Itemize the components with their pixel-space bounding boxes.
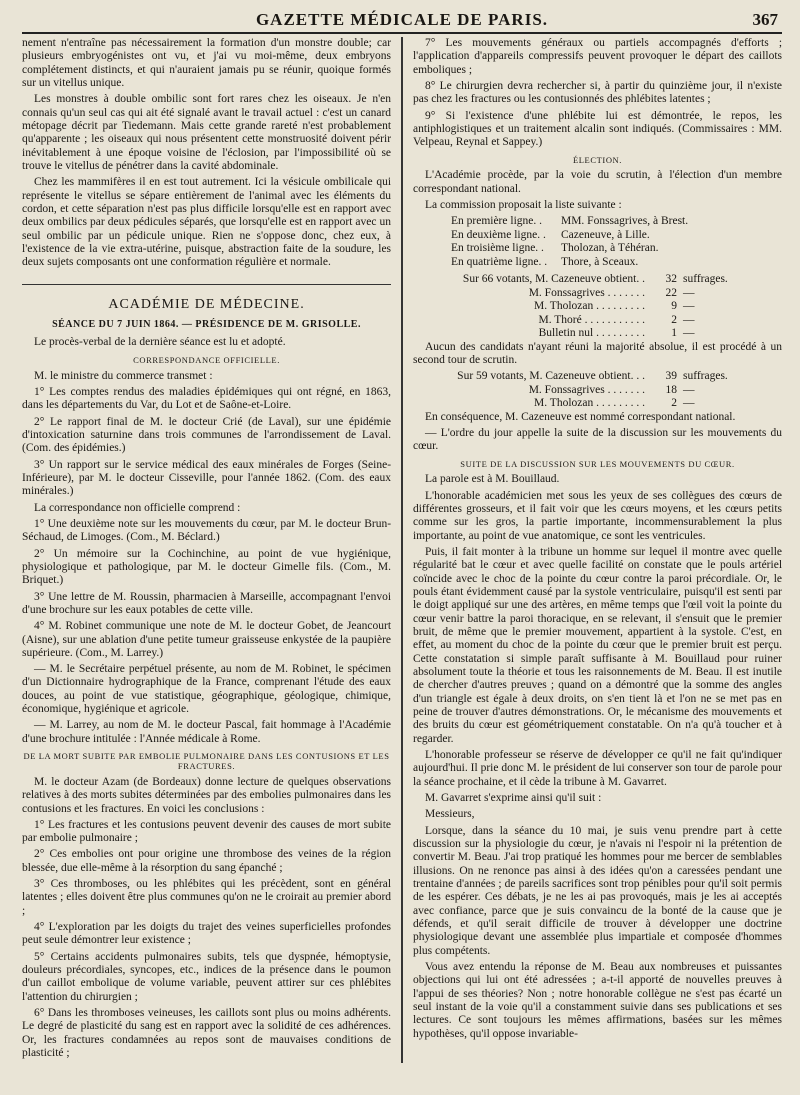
paragraph: La correspondance non officielle comprend : [34, 501, 241, 514]
page-number: 367 [752, 10, 778, 29]
subheading-embolie: DE LA MORT SUBITE PAR EMBOLIE PULMONAIRE DANS LES CONTUSIONS ET LES FRACTURES. [23, 751, 390, 771]
vote-row: M. Tholozan . . . . . . . . . 9 — [534, 300, 695, 313]
candidate-row: En première ligne. . MM. Fonssagrives, à Brest. [450, 215, 689, 228]
paragraph: L'honorable professeur se réserve de développer ce qu'il ne fait qu'indiquer aujourd'hui. Il prie donc M. le président de lui conserver son tour de parole pour la séance prochaine, et il cède la tribune à M. Gavarret. [412, 748, 783, 788]
list-item: 9° Si l'existence d'une phlébite lui est démontrée, le repos, les antiphlogistiques et un traitement alcalin sont indiqués. (Commissaires : MM. Velpeau, Reynal et Sappey.) [412, 109, 783, 149]
list-item: 4° L'exploration par les doigts du trajet des veines superficielles profondes peut seule démontrer leur existence ; [22, 921, 392, 947]
columns [22, 37, 782, 1063]
vote-row: Sur 66 votants, M. Cazeneuve obtient. . 32 suffrages. [462, 273, 728, 286]
paragraph: Lorsque, dans la séance du 10 mai, je suis venu prendre part à cette discussion sur la physiologie du cœur, je n'avais ni l'espoir ni la prétention de convertir M. Beau. J'ai trop pratiqué les hommes pour me bercer de semblables illusions. On ne renonce pas ainsi à des idées qu'on a caressées pendant une trentaine d'années ; de pareils sacrifices sont trop pénibles pour qu'il soit permis de les espérer. Ces débats, je ne les ai pas provoqués, mais je les ai acceptés avec confiance, parce que je suis convaincu de la bonté de la cause que je défends, et qu'il serait difficile de trouver à développer une doctrine physiologique devant une assemblée plus impartiale et composée d'hommes plus compétents. [412, 824, 783, 957]
list-item: 6° Dans les thromboses veineuses, les caillots sont plus ou moins adhérents. Le degré de plasticité du sang est en rapport avec la solidité de ces adhérences. Or, les fractures condamnées au repos sont de mauvaises conditions de plasticité ; [22, 1007, 392, 1060]
vote-row: M. Tholozan . . . . . . . . . 2 — [534, 397, 695, 410]
page-header [22, 10, 782, 34]
paragraph: M. le ministre du commerce transmet : [34, 369, 213, 382]
list-item: 3° Un rapport sur le service médical des eaux minérales de Forges (Seine-Inférieure), par M. le docteur Cisseville, pour l'année 1862. (Com. des eaux minérales.) [22, 458, 392, 498]
paragraph: Les monstres à double ombilic sont fort rares chez les oiseaux. Je n'en connais qu'un seul cas qui ait été signalé avant le travail actuel : c'est un canard métopage décrit par Tiedemann. Mais cette grande rareté n'est probablement qu'apparente ; les oiseaux qui nous présentent cette monstruosité doivent périr inévitablement à une époque voisine de l'éclosion, par l'impossibilité où se trouve le vitellus de pénétrer dans la cavité abdominale. [22, 93, 392, 172]
list-item: 7° Les mouvements généraux ou partiels accompagnés d'efforts ; l'application d'appareils compressifs peuvent provoquer le départ des caillots emboliques ; [412, 37, 783, 76]
paragraph: Le procès-verbal de la dernière séance est lu et adopté. [34, 336, 286, 349]
vote-row: Sur 59 votants, M. Cazeneuve obtient. . . 39 suffrages. [457, 370, 728, 383]
candidate-row: En troisième ligne. . Tholozan, à Téhéran. [450, 242, 659, 255]
paragraph: M. Gavarret s'exprime ainsi qu'il suit : [424, 791, 602, 804]
subheading-correspondence: CORRESPONDANCE OFFICIELLE. [133, 354, 280, 365]
list-item: 8° Le chirurgien devra rechercher si, à partir du quinzième jour, il n'existe pas chez les fractures ou les contusionnés des phlébites latentes ; [412, 79, 783, 106]
paragraph: Chez les mammifères il en est tout autrement. Ici la vésicule ombilicale qui représente le vitellus se sépare entièrement de l'animal avec les éléments du cordon, et cette séparation n'est pas plus difficile lorsqu'elle est en rapport avec deux ombilics par deux pédicules séparés, que lorsqu'elle est en rapport avec un seul ombilic par un pédicule unique. Rien ne s'oppose donc, chez eux, à l'existence de la vie extra-utérine, puisque, abstraction faite de la soudure, les deux sujets composants ont une conformation régulière et normale. [22, 176, 392, 269]
list-item: 2° Le rapport final de M. le docteur Crié (de Laval), sur une épidémie d'intoxication saturnine dans trois communes de l'arrondissement de Laval. (Com. des épidémies.) [22, 415, 392, 455]
journal-title: GAZETTE MÉDICALE DE PARIS. [255, 10, 549, 29]
seance-line: SÉANCE DU 7 JUIN 1864. — PRÉSIDENCE DE M. GRISOLLE. [52, 318, 361, 330]
list-item: 3° Ces thromboses, ou les phlébites qui les précèdent, sont en général latentes ; elles doivent être plus communes qu'on ne le croirait au premier abord ; [22, 878, 392, 917]
list-item: 4° M. Robinet communique une note de M. le docteur Gobet, de Jeancourt (Aisne), sur une ablation d'une petite tumeur graisseuse enkystée de la paupière supérieure. (Com., M. Larrey.) [22, 620, 392, 659]
vote-results-first [413, 273, 782, 340]
list-item: 1° Les fractures et les contusions peuvent devenir des causes de mort subite par embolie pulmonaire ; [22, 818, 392, 845]
vote-row: M. Thoré . . . . . . . . . . . 2 — [538, 313, 695, 326]
left-column [22, 37, 400, 1063]
paragraph: Vous avez entendu la réponse de M. Beau aux nombreuses et puissantes objections qui lui ont été adressées ; a-t-il apporté de nouvelles preuves à l'appui de ses théories? Non ; notre honorable collègue ne s'est pas écarté un seul instant de la voie qu'il a constamment suivie dans ses publications et ses lectures. Ce sont toujours les mêmes affirmations, basées sur les mêmes hypothèses, qu'il oppose invariable- [412, 960, 783, 1040]
candidate-list [413, 215, 782, 269]
list-item: 2° Ces embolies ont pour origine une thrombose des veines de la région blessée, due elle-même à la résorption du sang épanché ; [22, 848, 392, 874]
section-title-academy: ACADÉMIE DE MÉDECINE. [22, 284, 391, 313]
candidate-row: En quatrième ligne. . Thore, à Sceaux. [450, 255, 639, 268]
paragraph: M. le docteur Azam (de Bordeaux) donne lecture de quelques observations relatives à des morts subites déterminées par des embolies pulmonaires dans les contusions et les fractures. En voici les conclusions : [22, 775, 392, 815]
list-item: 3° Une lettre de M. Roussin, pharmacien à Marseille, accompagnant l'envoi d'une brochure sur les eaux potables de cette ville. [22, 590, 392, 616]
paragraph: Aucun des candidats n'ayant réuni la majorité absolue, il est procédé à un second tour de scrutin. [412, 340, 783, 366]
candidate-row: En deuxième ligne. . Cazeneuve, à Lille. [450, 228, 650, 241]
list-item: 1° Une deuxième note sur les mouvements du cœur, par M. le docteur Brun-Séchaud, de Limoges. (Com., M. Béclard.) [22, 517, 392, 544]
vote-results-second [413, 370, 782, 410]
paragraph: L'Académie procède, par la voie du scrutin, à l'élection d'un membre correspondant national. [412, 169, 783, 195]
list-item: 2° Un mémoire sur la Cochinchine, au point de vue hygiénique, physiologique et pathologique, par M. le docteur Gimelle fils. (Com., M. Briquet.) [22, 547, 392, 587]
paragraph: nement n'entraîne pas nécessairement la formation d'un monstre double; car plusieurs embryogénistes ont vu, et j'ai vu moi-même, deux embryons complétement distincts, et qui n'auraient jamais pu se réunir, quoique formés sur un vitellus unique. [22, 37, 392, 89]
column-divider [401, 37, 403, 1063]
paragraph: — L'ordre du jour appelle la suite de la discussion sur les mouvements du cœur. [412, 426, 783, 453]
subheading-discussion: SUITE DE LA DISCUSSION SUR LES MOUVEMENTS DU CŒUR. [460, 458, 735, 469]
vote-row: Bulletin nul . . . . . . . . . 1 — [538, 327, 695, 340]
vote-row: M. Fonssagrives . . . . . . . 18 — [528, 383, 695, 396]
list-item: — M. le Secrétaire perpétuel présente, au nom de M. Robinet, le spécimen d'un Dictionnaire hydrographique de la France, comprenant l'étude des eaux douces, au point de vue statistique, géographique, géologique, chimique, économique, hygiénique et agricole. [22, 663, 392, 716]
list-item: — M. Larrey, au nom de M. le docteur Pascal, fait hommage à l'Académie d'une brochure intitulée : l'Année médicale à Rome. [22, 719, 392, 745]
vote-row: M. Fonssagrives . . . . . . . 22 — [528, 286, 695, 299]
paragraph: Messieurs, [424, 808, 475, 821]
paragraph: La parole est à M. Bouillaud. [424, 473, 560, 486]
list-item: 1° Les comptes rendus des maladies épidémiques qui ont régné, en 1863, dans les départements du Var, du Lot et de Saône-et-Loire. [22, 385, 392, 412]
paragraph: L'honorable académicien met sous les yeux de ses collègues des cœurs de différentes grosseurs, et il fait voir que les cœurs moyens, et les cœurs petits comme sur les gros, la partie importante, incommensurablement la plus importante, au point de vue anatomique, ce sont les ventricules. [412, 489, 783, 542]
paragraph: Puis, il fait monter à la tribune un homme sur lequel il montre avec quelle régularité bat le cœur et avec quelle facilité on constate que le pouls artériel coïncide avec le choc de la pointe du cœur contre la paroi précordiale. Or, le pouls étant évidemment causé par la systole ventriculaire, puisqu'il est senti par le doigt appliqué sur une des artères, en même temps que l'œil voit la pointe du cœur venir battre la paroi thoracique, en se relevant, il s'ensuit que le premier bruit, de même que le premier mouvement, appartient à la systole. C'est, en effet, au moment du choc de la pointe du cœur que le premier bruit est perçu. Cette constatation si simple paraît suffisante à M. Bouillaud pour ruiner absolument toute la théorie et tous les raisonnements de M. Beau. Il est inutile de chercher d'autres preuves ; quand on a démontré que la somme des angles d'un triangle est égale à deux droits, on s'en tient là et l'on ne se met pas en peine de trouver d'autres démonstrations. Or, le mécanisme des mouvements et des bruits du cœur est géométriquement constatable. On n'a qu'à toucher et à regarder. [412, 546, 783, 745]
paragraph: En conséquence, M. Cazeneuve est nommé correspondant national. [424, 410, 736, 423]
right-column [404, 37, 782, 1063]
list-item: 5° Certains accidents pulmonaires subits, tels que dyspnée, hémoptysie, douleurs précordiales, syncopes, etc., indices de la présence dans le poumon d'un caillot embolique de volume variable, peuvent attirer sur ces phlébites l'attention du chirurgien ; [22, 950, 392, 1003]
paragraph: La commission proposait la liste suivante : [424, 199, 622, 212]
subheading-election: ÉLECTION. [572, 154, 623, 165]
